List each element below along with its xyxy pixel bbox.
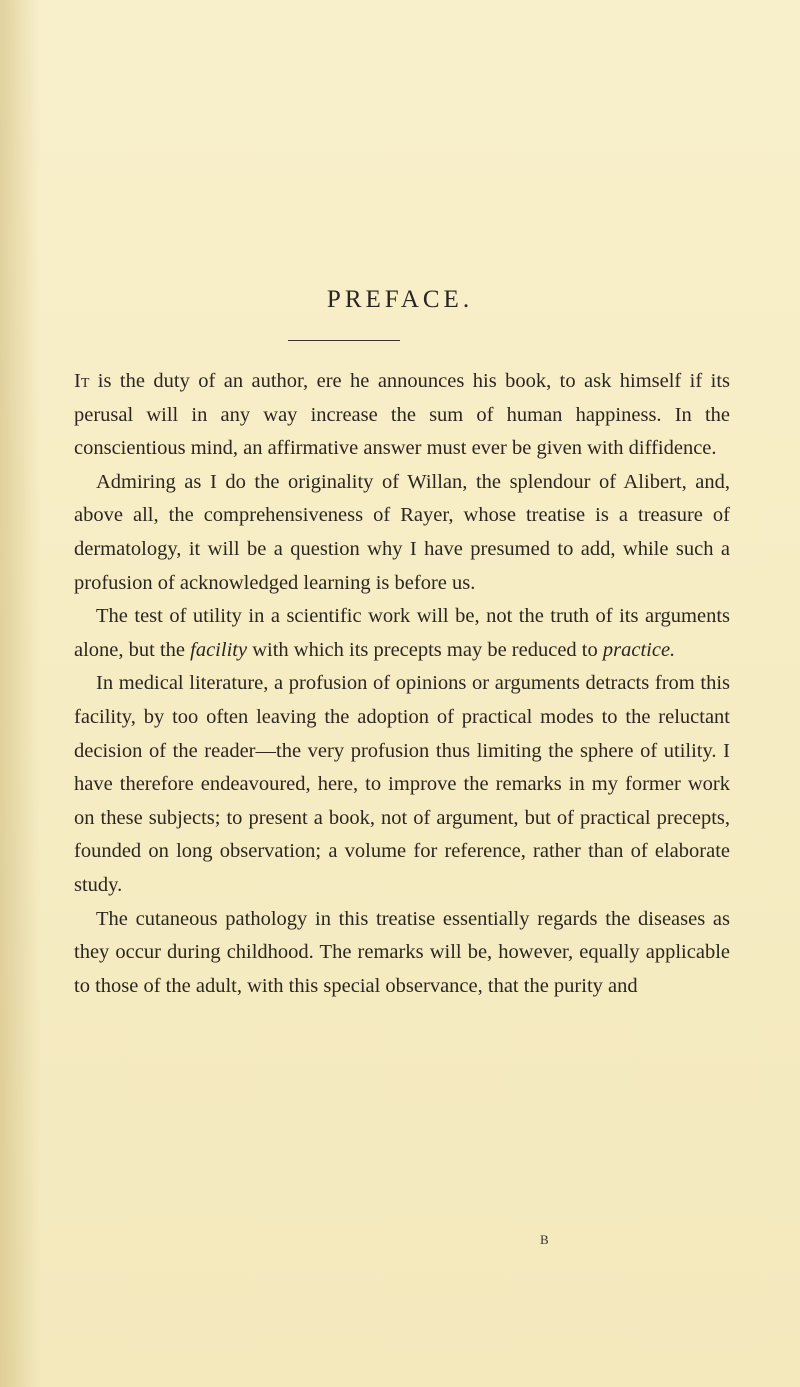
paragraph-1-text: is the duty of an author, ere he announces his book, to ask himself if its perusal will in any way increase the sum of human happiness. In the conscientious mind, an affirmative answer must ever be given with diffidence. <box>74 370 730 460</box>
paragraph-3-text-a: The test of utility in a scientific work will be, not the truth of its arguments alone, but the <box>74 605 730 661</box>
paragraph-1 <box>74 365 730 466</box>
paragraph-1-lead: It <box>74 370 90 392</box>
heading-rule <box>288 340 400 341</box>
paragraph-3-emphasis-practice: practice. <box>602 638 676 661</box>
paragraph-3 <box>74 600 730 667</box>
paragraph-3-emphasis-facility: facility <box>190 638 248 661</box>
preface-body <box>74 365 730 1003</box>
paragraph-3-text-b: with which its precepts may be reduced to <box>247 638 603 661</box>
paragraph-5: The cutaneous pathology in this treatise essentially regards the diseases as they occur during childhood. The remarks will be, however, equally applicable to those of the adult, with this special observance, that the purity and <box>74 907 730 997</box>
paragraph-4: In medical literature, a profusion of opinions or arguments detracts from this facility, by too often leaving the adoption of practical modes to the reluctant decision of the reader—the very profusion thus limiting the sphere of utility. I have therefore endeavoured, here, to improve the remarks in my former work on these subjects; to present a book, not of argument, but of practical precepts, founded on long observation; a volume for reference, rather than of elaborate study. <box>74 672 730 896</box>
signature-mark: B <box>540 1232 550 1247</box>
page-heading: PREFACE. <box>326 286 474 313</box>
paragraph-2: Admiring as I do the originality of Willan, the splendour of Alibert, and, above all, the comprehensiveness of Rayer, whose treatise is a treasure of dermatology, it will be a question why I have presumed to add, while such a profusion of acknowledged learning is before us. <box>74 470 730 594</box>
